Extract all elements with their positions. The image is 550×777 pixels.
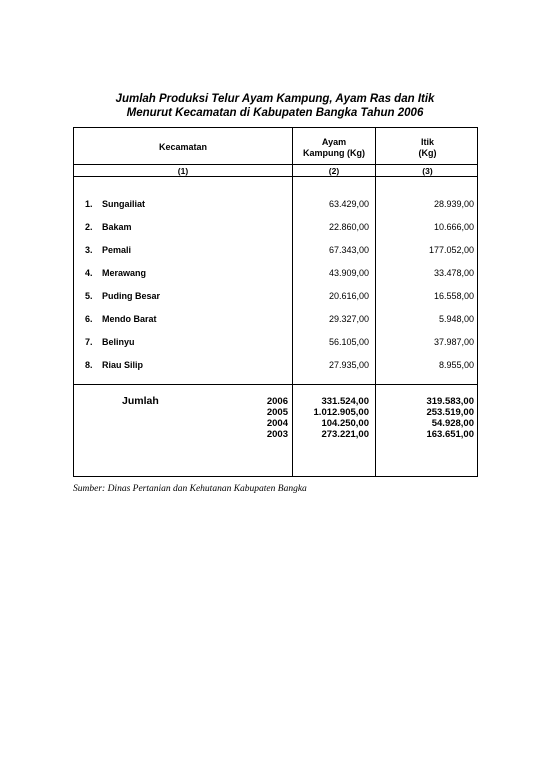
row-ayam-value: 67.343,00 [328,245,369,255]
total-itik-value: 319.583,00 [426,396,474,407]
row-ayam-value: 22.860,00 [328,222,369,232]
source-note: Sumber: Dinas Pertanian dan Kehutanan Kabupaten Bangka [73,484,307,494]
row-number: 7. [85,337,93,347]
row-itik-value: 177.052,00 [428,245,474,255]
row-itik-value: 16.558,00 [433,291,474,301]
page-title [0,92,550,120]
title-line-1: Jumlah Produksi Telur Ayam Kampung, Ayam Ras dan Itik [115,93,435,105]
total-ayam-value: 1.012.905,00 [313,407,369,418]
total-year: 2003 [266,429,288,440]
total-ayam-value: 331.524,00 [321,396,369,407]
header-itik-line-2: (Kg) [418,148,437,158]
table-row [74,198,479,210]
row-number: 3. [85,245,93,255]
total-year: 2004 [266,418,288,429]
column-number-3: (3) [422,166,433,176]
total-itik-value: 163.651,00 [426,429,474,440]
header-ayam-line-1: Ayam [321,137,347,147]
row-number: 6. [85,314,93,324]
header-ayam-line-2: Kampung (Kg) [303,148,365,158]
row-kecamatan: Sungailiat [102,199,146,209]
total-itik-value: 54.928,00 [431,418,474,429]
table-row [74,244,479,256]
row-divider [74,384,477,385]
header-ayam-kampung [293,137,375,159]
row-number: 1. [85,199,93,209]
row-itik-value: 10.666,00 [433,222,474,232]
header-itik-line-1: Itik [420,137,434,147]
table-row [74,336,479,348]
row-kecamatan: Riau Silip [102,360,144,370]
row-number: 4. [85,268,93,278]
row-kecamatan: Mendo Barat [102,314,157,324]
row-kecamatan: Bakam [102,222,132,232]
row-number: 5. [85,291,93,301]
row-ayam-value: 29.327,00 [328,314,369,324]
column-number-1: (1) [177,166,189,176]
table-row [74,313,479,325]
row-ayam-value: 56.105,00 [328,337,369,347]
total-ayam-value: 273.221,00 [321,429,369,440]
row-divider [74,164,477,165]
row-itik-value: 5.948,00 [438,314,474,324]
total-row [74,396,479,407]
row-ayam-value: 43.909,00 [328,268,369,278]
row-itik-value: 8.955,00 [438,360,474,370]
production-table [73,127,478,477]
total-ayam-value: 104.250,00 [321,418,369,429]
total-row [74,429,479,440]
total-row [74,407,479,418]
row-ayam-value: 20.616,00 [328,291,369,301]
row-itik-value: 28.939,00 [433,199,474,209]
table-row [74,267,479,279]
row-kecamatan: Puding Besar [102,291,161,301]
column-number-2: (2) [328,166,340,176]
total-itik-value: 253.519,00 [426,407,474,418]
title-line-2: Menurut Kecamatan di Kabupaten Bangka Tahun 2006 [126,107,424,119]
row-number: 2. [85,222,93,232]
total-row [74,418,479,429]
row-kecamatan: Belinyu [102,337,135,347]
row-ayam-value: 27.935,00 [328,360,369,370]
row-number: 8. [85,360,93,370]
row-kecamatan: Pemali [102,245,132,255]
row-divider [74,176,477,177]
jumlah-label: Jumlah [122,395,159,407]
row-kecamatan: Merawang [102,268,147,278]
row-itik-value: 37.987,00 [433,337,474,347]
table-row [74,290,479,302]
header-itik [376,137,479,159]
row-ayam-value: 63.429,00 [328,199,369,209]
total-year: 2006 [266,396,288,407]
row-itik-value: 33.478,00 [433,268,474,278]
table-row [74,359,479,371]
table-row [74,221,479,233]
total-year: 2005 [266,407,288,418]
header-kecamatan: Kecamatan [158,142,208,152]
